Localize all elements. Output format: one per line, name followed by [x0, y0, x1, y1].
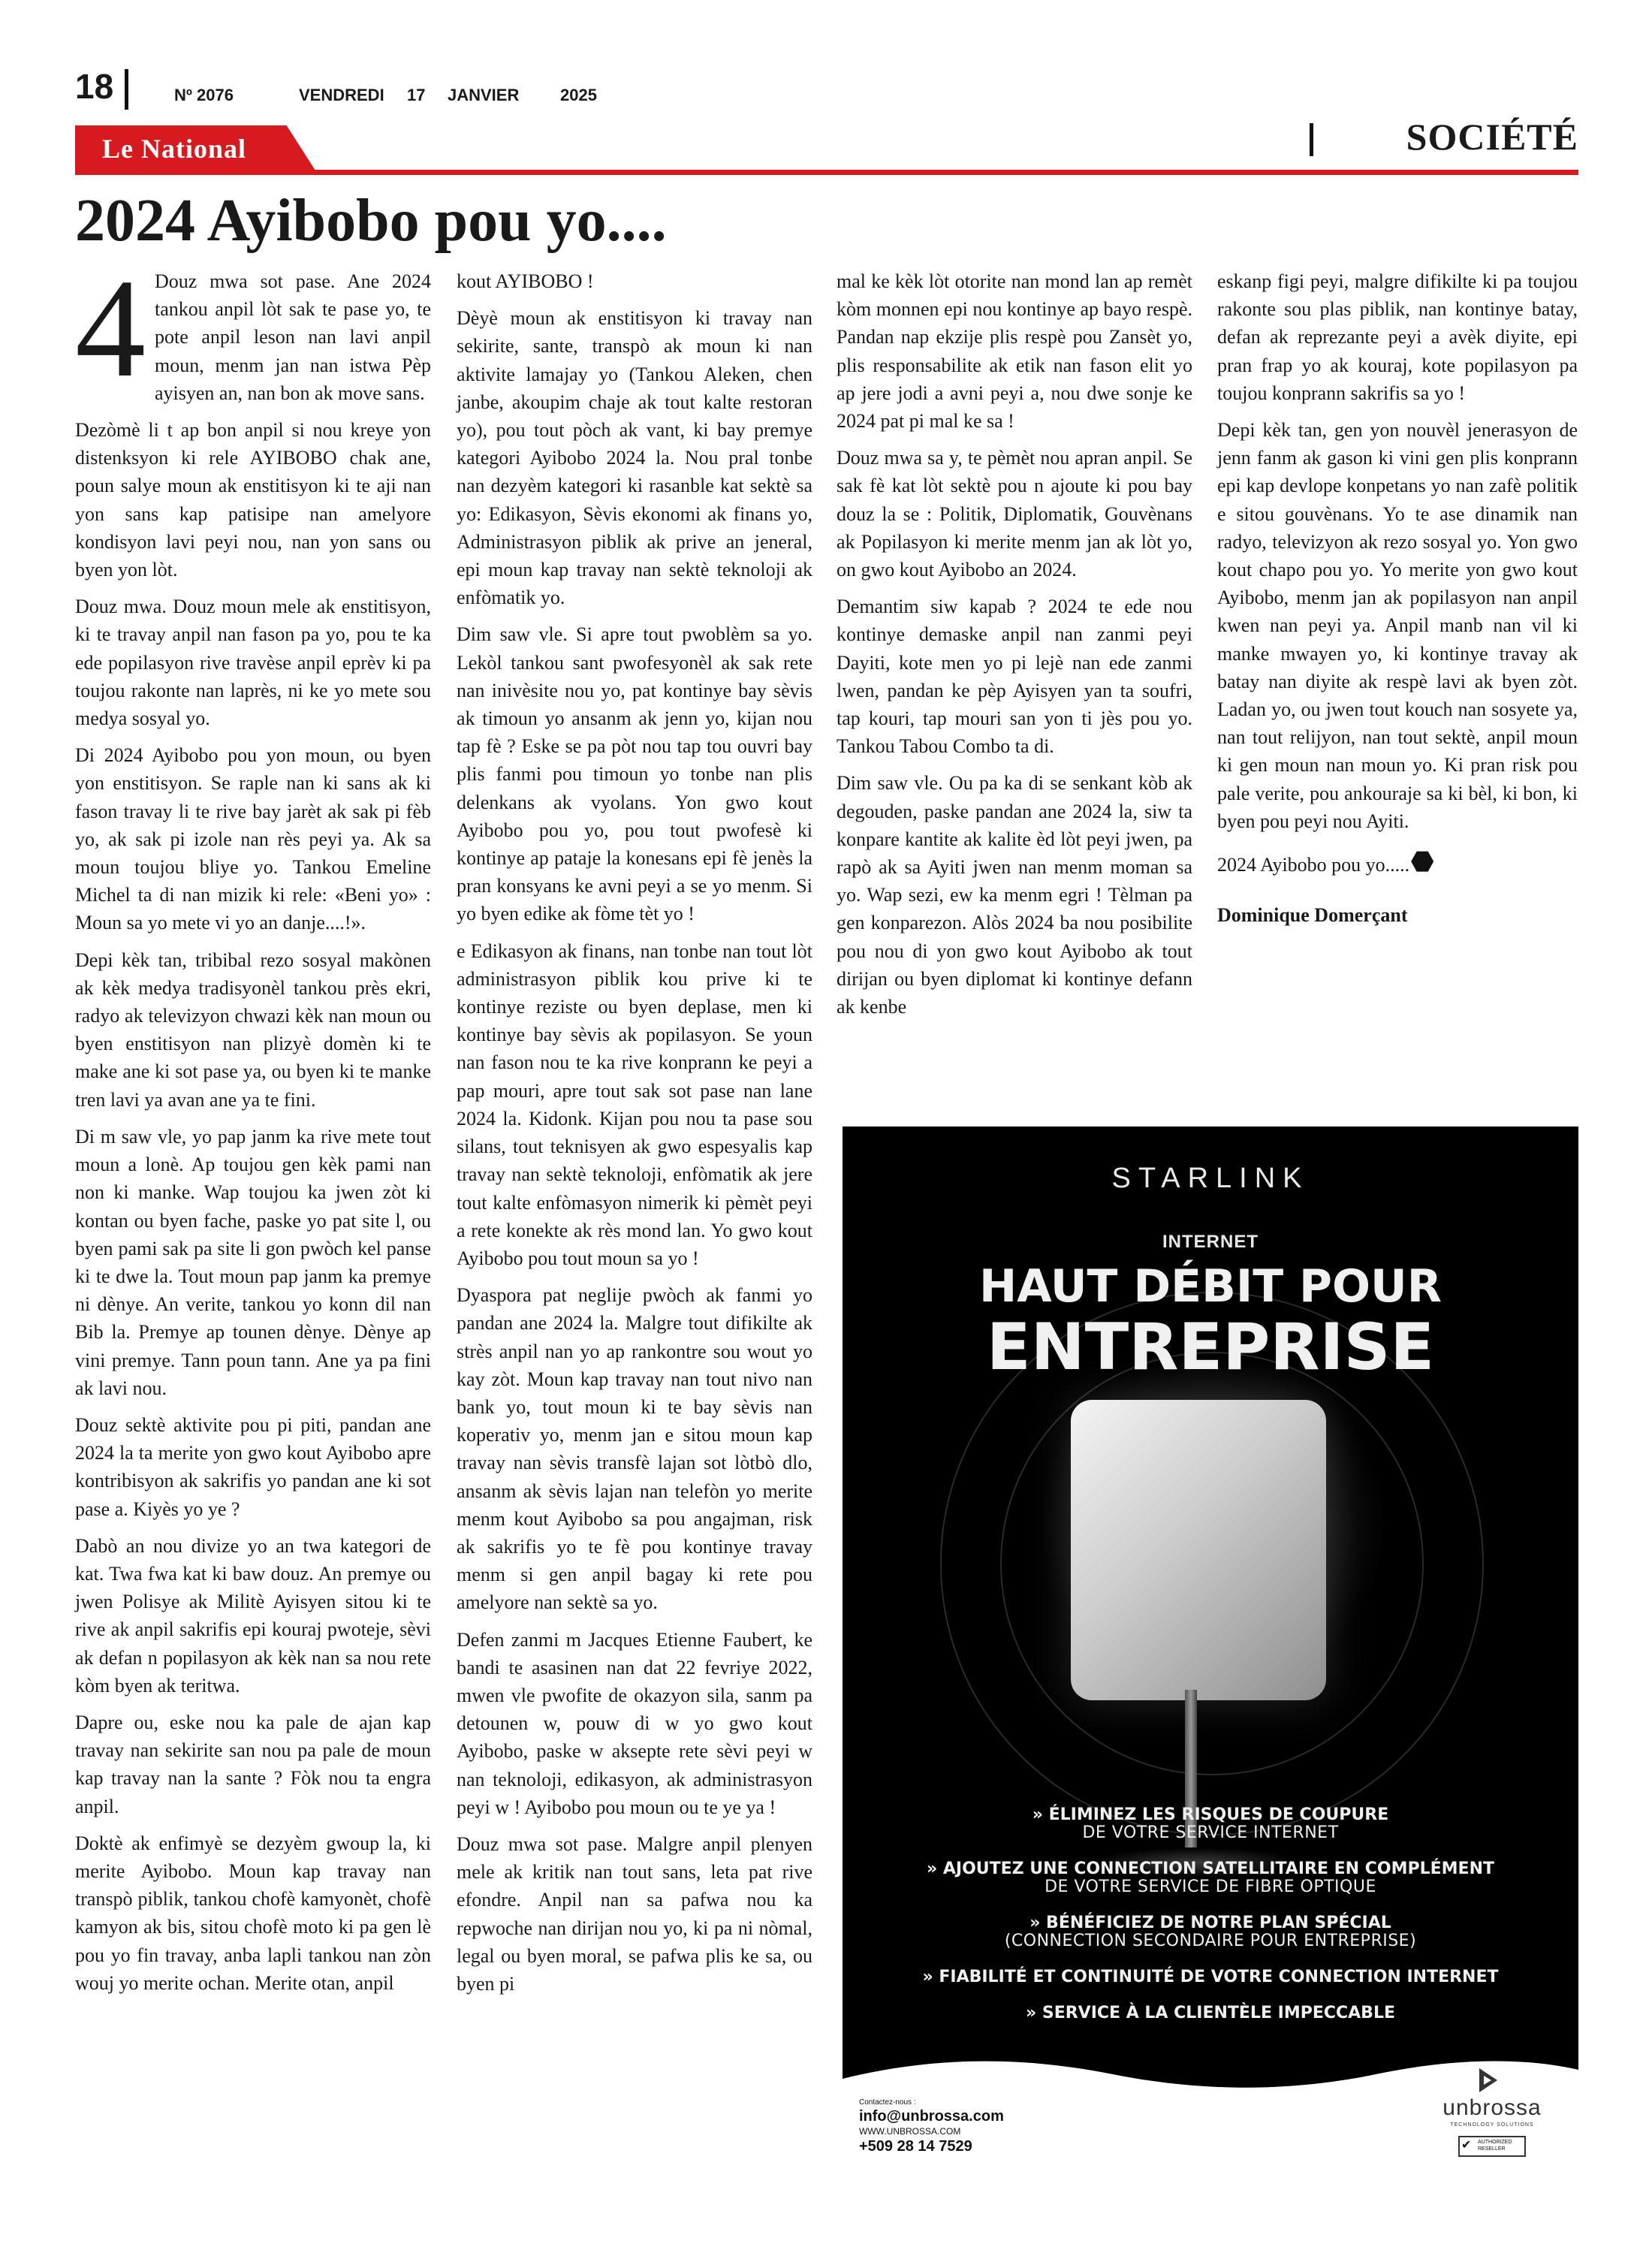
- article-paragraph: Douz sektè aktivite pou pi piti, pandan ane 2024 la ta merite yon gwo kout Ayibobo apre kontribisyon ak sakrifis yo pandan ane ki sot pase a. Kiyès yo ye ?: [75, 1413, 431, 1520]
- section-divider: [1310, 123, 1313, 156]
- article-paragraph: Dyaspora pat neglije pwòch ak fanmi yo pandan ane 2024 la. Malgre tout difikilte ak strès anpil nan yo ap rankontre sou wout yo kay zòt. Moun kap travay nan tout nivo nan bank yo, tout moun ki te bay sèvis nan koperativ yo, menm jan e sitou moun kap travay nan sèvis transfè lajan sot lòtbò dlo, ansanm ak sèvis lajan nan telefòn yo merite menm kout Ayibobo sa pou angajman, risk ak sakrifis yo te fè pou kontinye travay menm si gen anpil bagay ki rete pou amelyore nan sektè sa yo.: [457, 1284, 812, 1614]
- contact-phone[interactable]: +509 28 14 7529: [859, 2138, 972, 2155]
- article-column-3: [837, 267, 1192, 1030]
- ad-headline-1: HAUT DÉBIT POUR: [979, 1260, 1442, 1313]
- ad-headline-2: ENTREPRISE: [986, 1310, 1435, 1385]
- page-number: 18: [75, 67, 114, 106]
- contact-website[interactable]: WWW.UNBROSSA.COM: [859, 2126, 961, 2137]
- article-paragraph: Dezòmè li t ap bon anpil si nou kreye yon distenksyon ki rele AYIBOBO chak ane, poun salye moun ak enstitisyon ki te aji nan yon sans kap patisipe nan amelyore kondisyon lavi peyi nou, nan yon sans ou byen yon lòt.: [75, 419, 431, 581]
- article-paragraph: Di m saw vle, yo pap janm ka rive mete tout moun a lonè. Ap toujou gen kèk pami nan non ki manke. Wap toujou ka jwen zòt ki kontan ou byen fache, paske yo pat site l, ou byen pami sak pa site li gon pwòch kel panse ki te dwe la. Tout moun pap janm ka premye ni dènye. An verite, tankou yo konn dil nan Bib la. Premye ap tounen dènye. Dènye ap vini premye. Tann poun tann. Ane ya pa fini ak lavi nou.: [75, 1125, 431, 1399]
- reseller-badge: ✔ AUTHORIZED RESELLER: [1458, 2136, 1526, 2157]
- advertiser-tagline: TECHNOLOGY SOLUTIONS: [1450, 2122, 1534, 2128]
- article-column-4: [1217, 267, 1578, 938]
- contact-label: Contactez-nous :: [859, 2098, 916, 2107]
- article-paragraph: e Edikasyon ak finans, nan tonbe nan tout lòt administrasyon piblik kou prive ki te kontinye reziste ou byen deplase, men ki kontinye bay sèvis ak popilasyon. Se youn nan fason nou te ka rive konprann ke peyi a pap mouri, apre tout sak sot pase nan lane 2024 la. Kidonk. Kijan pou nou ta pase sou silans, tout teknisyen ak gwo espesyalis kap travay nan sektè teknoloji, enfòmatik ak jere tout kalte enfòmasyon nimerik ki pèmèt peyi a rete konekte ak rès mond lan. Yo gwo kout Ayibobo pou tout moun sa yo !: [457, 940, 812, 1269]
- article-paragraph: kout AYIBOBO !: [457, 270, 594, 292]
- article-author: Dominique Domerçant: [1217, 904, 1408, 927]
- satellite-dish-icon: [1071, 1400, 1326, 1700]
- ad-benefit: » AJOUTEZ UNE CONNECTION SATELLITAIRE EN COMPLÉMENT DE VOTRE SERVICE DE FIBRE OPTIQUE: [927, 1859, 1494, 1896]
- article-paragraph: Dim saw vle. Si apre tout pwoblèm sa yo. Lekòl tankou sant pwofesyonèl ak sak rete nan inivèsite nou yo, pat kontinye bay sèvis ak timoun yo ansanm ak jenn yo, kijan nou tap fè ? Eske se pa pòt nou tap tou ouvri bay plis fanmi pou timoun yo tonbe nan plis delenkans ak vyolans. Yon gwo kout Ayibobo pou yo, pou tout pwofesè ki kontinye ap pataje la konesans epi fè jenès la pran konsyans ke avni peyi a se yo menm. Si yo byen edike ak fòme tèt yo !: [457, 623, 812, 925]
- ad-contact: [859, 2098, 1004, 2155]
- unbrossa-logo-icon: [1475, 2067, 1500, 2094]
- article-paragraph: Doktè ak enfimyè se dezyèm gwoup la, ki merite Ayibobo. Moun kap travay nan transpò piblik, tankou chofè kamyonèt, chofè kamyon ak bis, sitou chofè moto ki pa gen lè pou yo fin travay, anba lapli tankou nan zòn wouj yo merite ochan. Merite otan, anpil: [75, 1832, 431, 1994]
- article-paragraph: Di 2024 Ayibobo pou yon moun, ou byen yon enstitisyon. Se raple nan ki sans ak ki fason travay li te rive bay jarèt ak sak pi fèb yo, ak sak pi izole nan rès peyi ya. Ak sa moun toujou bliye yo. Tankou Emeline Michel ta di nan mizik ki rele: «Beni yo» : Moun sa yo mete vi yo an danje....!».: [75, 744, 431, 934]
- article-paragraph: Dapre ou, eske nou ka pale de ajan kap travay nan sekirite san nou pa pale de moun kap travay nan la sante ? Fòk nou ta engra anpil.: [75, 1711, 431, 1817]
- article-paragraph: Dabò an nou divize yo an twa kategori de kat. Twa fwa kat ki baw douz. An premye ou jwen Polisye ak Militè Ayisyen sitou ki te rive ak anpil sakrifis epi kouraj pwoteje, sèvi ak defan n popilasyon ak kèk nan sa nou rete kòm byen ak teritwa.: [75, 1534, 431, 1697]
- article-paragraph: eskanp figi peyi, malgre difikilte ki pa toujou rakonte sou plas piblik, nan kontinye batay, defan ak reprezante peyi a avèk diyite, epi pran frap yo ak kouraj, kote popilasyon pa toujou konprann sakrifis sa yo !: [1217, 270, 1578, 404]
- article-headline: 2024 Ayibobo pou yo....: [75, 188, 667, 254]
- header-rule: [75, 170, 1578, 175]
- article-sign-off: 2024 Ayibobo pou yo.....: [1217, 850, 1578, 879]
- article-paragraph: 4 Douz mwa sot pase. Ane 2024 tankou anpil lòt sak te pase yo, te pote anpil leson nan lavi anpil moun, menm jan nan istwa Pèp ayisyen an, nan bon ak move sans.: [75, 249, 431, 406]
- contact-email[interactable]: info@unbrossa.com: [859, 2108, 1004, 2125]
- issue-day: VENDREDI: [299, 86, 384, 104]
- article-paragraph: Douz mwa sa y, te pèmèt nou apran anpil. Se sak fè kat lòt sektè pou n ajoute ki pou bay douz la se : Politik, Diplomatik, Gouvènans ak Popilasyon ki merite menm jan ak lòt yo, on gwo kout Ayibobo an 2024.: [837, 447, 1192, 581]
- ad-benefit: » BÉNÉFICIEZ DE NOTRE PLAN SPÉCIAL (CONNECTION SECONDAIRE POUR ENTREPRISE): [1004, 1914, 1417, 1950]
- issue-month: JANVIER: [448, 86, 520, 104]
- article-paragraph: Depi kèk tan, tribibal rezo sosyal makònen ak kèk medya tradisyonèl tankou près ekri, radyo ak televizyon chwazi kèk nan moun ou byen enstitisyon nan plizyè domèn ki te make ane ki sot pase ya, ou byen ki te manke tren lavi ya avan ane ya te fini.: [75, 949, 431, 1111]
- article-paragraph: Douz mwa. Douz moun mele ak enstitisyon, ki te travay anpil nan fason pa yo, pou te ka ede popilasyon rive travèse anpil eprèv ki pa toujou rakonte nan laprès, ni ke yo mete sou medya sosyal yo.: [75, 596, 431, 730]
- ad-benefit: » SERVICE À LA CLIENTÈLE IMPECCABLE: [1025, 2004, 1395, 2022]
- starlink-advertisement[interactable]: [843, 1126, 1578, 2182]
- article-paragraph: Defen zanmi m Jacques Etienne Faubert, ke bandi te asasinen nan dat 22 fevriye 2022, mwen vle pwofite de okazyon sila, sanm pa detounen w, pouw di w yo gwo kout Ayibobo, paske w aksepte rete sèvi peyi w nan teknoloji, edikasyon, ak administrasyon peyi w ! Ayibobo pou moun ou te ye ya !: [457, 1628, 812, 1818]
- newspaper-brand: Le National: [102, 134, 247, 164]
- section-label: SOCIÉTÉ: [1406, 116, 1578, 158]
- page-number-divider: [125, 69, 128, 110]
- article-paragraph: Douz mwa sot pase. Malgre anpil plenyen mele ak kritik nan tout sans, leta pat rive efondre. Anpil nan sa pafwa nou ka repwoche nan dirijan nou yo, ki pa ni nòmal, legal ou byen moral, se pafwa plis ke sa, ou byen pi: [457, 1832, 812, 1995]
- end-mark-icon: [1411, 850, 1433, 873]
- article-paragraph: mal ke kèk lòt otorite nan mond lan ap remèt kòm monnen epi nou kontinye ap bayo respè. Pandan nap ekzije plis respè pou Zansèt yo, plis responsabilite ak etik nan fason elit yo ap jere jodi a avni peyi a, nou dwe sonje ke 2024 pat pi mal ke sa !: [837, 270, 1192, 433]
- ad-benefits-list: [873, 1806, 1548, 2040]
- issue-date: 17: [407, 86, 426, 104]
- article-column-2: [457, 267, 812, 2007]
- article-paragraph: Dèyè moun ak enstitisyon ki travay nan sekirite, sante, transpò ak moun ki nan aktivite lamajay yo (Tankou Aleken, chen janbe, akoupim chaje ak tout kalte restoran yo), pou tout pòch ak vant, ki bay premye kategori Ayibobo 2024 la. Nou pral tonbe nan dezyèm kategori ki rasanble kat sektè sa yo: Edikasyon, Sèvis ekonomi ak finans yo, Administrasyon piblik ak prive an jeneral, epi moun kap travay nan sektè teknoloji ak enfòmatik yo.: [457, 307, 812, 609]
- article-paragraph: Demantim siw kapab ? 2024 te ede nou kontinye demaske anpil nan zanmi peyi Dayiti, kote men yo pi lejè nan ede zanmi lwen, pandan ke pèp Ayisyen yan ta soufri, tap kouri, tap mouri san yon ti jès pou yo. Tankou Tabou Combo ta di.: [837, 596, 1192, 758]
- ad-kicker: INTERNET: [1162, 1232, 1259, 1252]
- ad-brand: STARLINK: [1111, 1163, 1310, 1194]
- issue-number: Nº 2076: [174, 86, 234, 104]
- ad-benefit: » ÉLIMINEZ LES RISQUES DE COUPURE DE VOTRE SERVICE INTERNET: [1032, 1805, 1389, 1842]
- article-paragraph: Depi kèk tan, gen yon nouvèl jenerasyon de jenn fanm ak gason ki vini gen plis konprann epi kap devlope konpetans yo nan zafè politik e sitou gouvènans. Yo te ase dinamik nan radyo, televizyon ak rezo sosyal yo. Yon gwo kout chapo pou yo. Yo merite yon gwo kout Ayibobo, menm jan ak popilasyon nan anpil kwen nan peyi ya. Anpil manb nan vil ki manke mwayen yo, ki kontinye travay ak batay nan diyite ak respè lavi ak byen zòt. Ladan yo, ou jwen tout kouch nan sosyete ya, nan tout relijyon, nan tout sektè, anpil moun ki gen moun nan moun yo. Ki pran risk pou pale verite, pou ankouraje sa ki bèl, ki bon, ki byen pou peyi nou Ayiti.: [1217, 419, 1578, 832]
- advertiser-logo: unbrossa: [1442, 2095, 1542, 2120]
- ad-benefit: » FIABILITÉ ET CONTINUITÉ DE VOTRE CONNECTION INTERNET: [922, 1968, 1499, 1986]
- article-column-1: [75, 249, 431, 2006]
- check-icon: ✔: [1461, 2139, 1472, 2152]
- drop-cap: 4: [75, 249, 146, 406]
- issue-year: 2025: [560, 86, 597, 104]
- article-paragraph: Dim saw vle. Ou pa ka di se senkant kòb ak degouden, paske pandan ane 2024 la, siw ta konpare kantite ak kalite èd lòt peyi jwen, pa rapò ak sa Ayiti jwen nan menm moman sa yo. Wap sezi, ew ka menm egri ! Tèlman pa gen konparezon. Alòs 2024 ba nou posibilite pou nou di yon gwo kout Ayibobo ak tout dirijan ou byen diplomat ki kontinye defann ak kenbe: [837, 772, 1192, 1018]
